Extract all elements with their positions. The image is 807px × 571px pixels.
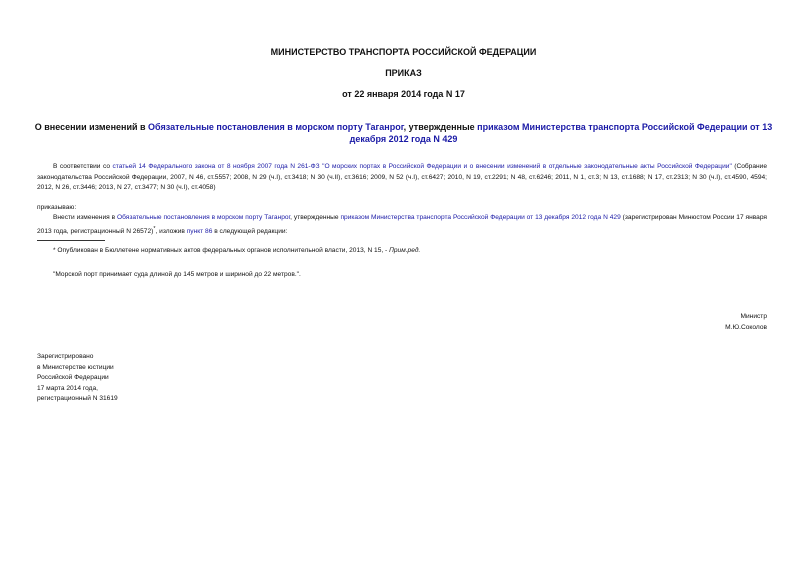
footnote-mark-ref: * — [53, 247, 56, 254]
body-end: в следующей редакции: — [212, 227, 288, 235]
title-middle: , утвержденные — [403, 122, 478, 132]
order-word: приказываю: — [37, 204, 77, 211]
body-link-order-429[interactable]: приказом Министерства транспорта Российской Федерации от 13 декабря 2012 года N 429 — [340, 214, 621, 221]
title-prefix: О внесении изменений в — [34, 122, 149, 132]
registration-block — [37, 352, 118, 405]
body-mid3: , изложив — [155, 227, 187, 235]
footnote-text: Опубликован в Бюллетене нормативных актов федеральных органов исполнительной власти, 2013, N 15, - — [55, 247, 390, 254]
document-date-number: от 22 января 2014 года N 17 — [342, 89, 465, 99]
signature-position: Министр — [740, 313, 767, 320]
body-link-port-rules[interactable]: Обязательные постановления в морском порту Таганрог — [117, 214, 291, 221]
title-link-order-429[interactable]: приказом Министерства транспорта Российской Федерации от 13 декабря 2012 года N 429 — [349, 122, 773, 144]
body-mid1: , утвержденные — [290, 214, 341, 221]
document-type: ПРИКАЗ — [385, 68, 422, 78]
title-link-port-rules[interactable]: Обязательные постановления в морском порту Таганрог — [148, 122, 404, 132]
registration-line: регистрационный N 31619 — [37, 395, 118, 403]
body-mid2: (зарегистрирован Минюстом России 17 января 2013 года, регистрационный N 26572) — [37, 214, 767, 235]
footnote-divider — [37, 240, 105, 241]
preamble-pre: В соответствии со — [53, 163, 113, 170]
registration-line: в Министерстве юстиции — [37, 363, 114, 371]
signature-name: М.Ю.Соколов — [725, 324, 767, 331]
body-link-item-86[interactable]: пункт 86 — [186, 227, 213, 235]
body-pre: Внести изменения в — [53, 214, 117, 221]
registration-line: Зарегистрировано — [37, 353, 94, 360]
body-paragraph — [37, 213, 767, 237]
registration-line: Российской Федерации — [37, 374, 109, 382]
registration-line: 17 марта 2014 года, — [37, 384, 98, 392]
preamble-rest: (Собрание законодательства Российской Федерации, 2007, N 46, ст.5557; 2008, N 29 (ч.I), ст.3418; N 30 (ч.II), ст.3616; 2009, N 52 (ч.I), ст.6427; 2010, N 19, ст.2291; N 48, ст.6246; 2011, N 1, ст.3; N 13, ст.1688; N 17, ст.2313; N 30 (ч.I), ст.4590, 4594; 2012, N 26, ст.3446; 2013, N 27, ст.3477; N 30 (ч.I), ст.4058) — [37, 163, 768, 191]
preamble-paragraph — [37, 162, 767, 194]
ministry-name: МИНИСТЕРСТВО ТРАНСПОРТА РОССИЙСКОЙ ФЕДЕРАЦИИ — [270, 47, 537, 57]
document-title — [30, 121, 777, 145]
footnote-editor-note: Прим.ред. — [389, 247, 421, 254]
footnote-mark: * — [153, 225, 156, 232]
footnote — [37, 246, 767, 257]
new-text-paragraph: "Морской порт принимает суда длиной до 145 метров и шириной до 22 метров.". — [53, 271, 301, 278]
preamble-link-law-261[interactable]: статьей 14 Федерального закона от 8 ноября 2007 года N 261-ФЗ "О морских портах в Российской Федерации и о внесении изменений в отдельные законодательные акты Российской Федерации" — [112, 163, 732, 170]
